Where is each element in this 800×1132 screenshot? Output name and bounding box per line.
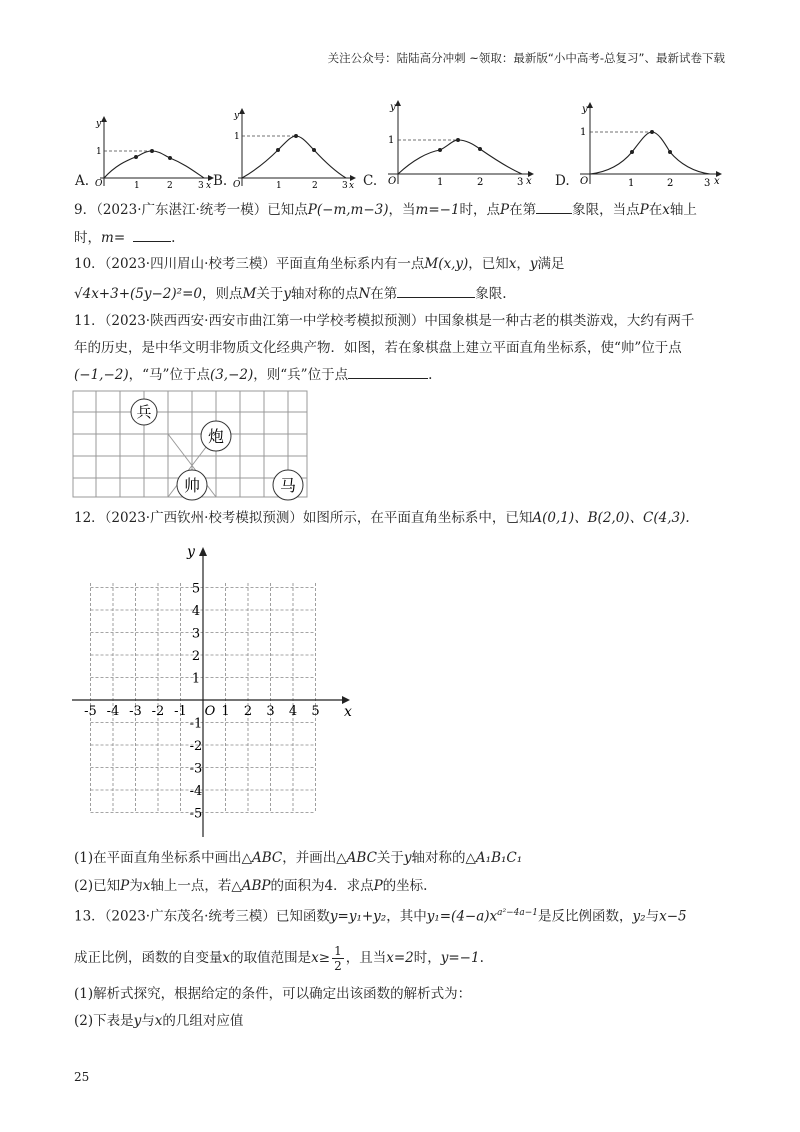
y-tick-label: -1 — [189, 716, 203, 732]
tick-label: 1 — [234, 132, 240, 142]
origin-label: O — [580, 176, 589, 187]
chess-piece-shuai — [177, 470, 207, 500]
q11-line3: (−1,−2)，“马”位于点(3,−2)，则“兵”位于点 . — [74, 364, 432, 385]
origin-label: O — [204, 704, 216, 719]
q13-line1: 13．（2023·广东茂名·统考三模）已知函数y=y₁+y₂，其中$y_1=(4-a)x^{a^2-4a-1}$是反比例函数，y₂与x−5 — [74, 908, 687, 925]
origin-label: O — [233, 180, 241, 190]
fraction: $\frac{1}{2}$ — [334, 944, 342, 973]
tick-label: 1 — [276, 181, 282, 190]
answer-blank[interactable] — [397, 283, 475, 298]
chess-piece-pao — [201, 421, 231, 451]
origin-label: O — [95, 179, 103, 189]
x-tick-label: -5 — [84, 704, 97, 719]
x-axis-label: x — [206, 181, 212, 191]
chess-piece-bing — [131, 399, 157, 425]
answer-blank[interactable] — [536, 199, 572, 214]
q10-line1: 10．（2023·四川眉山·校考三模）平面直角坐标系内有一点M(x,y)，已知x，y满足 — [74, 256, 565, 272]
x-tick-label: 5 — [311, 704, 320, 719]
tick-label: 2 — [167, 181, 173, 191]
x-tick-label: -1 — [174, 704, 187, 719]
x-axis-label: x — [344, 704, 352, 720]
y-axis-label: y — [234, 111, 240, 121]
x-axis-label: x — [349, 181, 355, 190]
y-tick-label: -3 — [189, 761, 203, 777]
option-a-label: A. — [75, 173, 90, 189]
q10-line2: √4x+3+(5y−2)²=0，则点M关于y轴对称的点N在第 象限. — [74, 283, 507, 304]
y-axis-label: y — [582, 104, 588, 115]
x-tick-label: 4 — [288, 704, 298, 719]
chess-piece-ma — [273, 470, 303, 500]
y-tick-label: -5 — [189, 806, 203, 822]
x-tick-label: 3 — [266, 704, 275, 719]
tick-label: 1 — [580, 127, 587, 138]
tick-label: 1 — [96, 147, 102, 157]
page-header: 关注公众号：陆陆高分冲刺 ~领取：最新版“小中高考-总复习”、最新试卷下载 — [327, 51, 725, 65]
q12-sub2: (2)已知P为x轴上一点，若△ABP的面积为4．求点P的坐标. — [74, 878, 428, 894]
option-d-graph — [570, 100, 730, 188]
chess-board — [72, 390, 312, 502]
q13-sub1: (1)解析式探究，根据给定的条件，可以确定出该函数的解析式为： — [74, 986, 472, 1002]
option-b-label: B. — [213, 173, 228, 189]
tick-label: 3 — [517, 177, 524, 188]
option-a-graph — [90, 116, 215, 191]
x-tick-label: -2 — [151, 704, 165, 719]
tick-label: 1 — [134, 181, 140, 191]
x-tick-label: -4 — [106, 704, 120, 719]
tick-label: 1 — [437, 177, 444, 188]
q12-sub1: (1)在平面直角坐标系中画出△ABC，并画出△ABC关于y轴对称的△A₁B₁C₁ — [74, 850, 523, 866]
option-c-graph — [378, 98, 538, 188]
tick-label: 2 — [477, 177, 484, 188]
q9-line2: 时，m= . — [74, 227, 175, 248]
coordinate-grid — [70, 540, 360, 840]
x-tick-label: 1 — [221, 704, 230, 719]
x-tick-label: -3 — [129, 704, 142, 719]
tick-label: 3 — [198, 181, 204, 191]
q11-line2: 年的历史，是中华文明非物质文化经典产物．如图，若在象棋盘上建立平面直角坐标系，使“帅”位于点 — [74, 340, 682, 356]
page-number: 25 — [74, 1070, 90, 1084]
x-axis-label: x — [526, 176, 532, 187]
x-axis-label: x — [714, 176, 720, 187]
origin-label: O — [388, 176, 397, 187]
y-tick-label: 5 — [191, 581, 201, 597]
y-tick-label: 2 — [191, 649, 201, 664]
option-b-graph — [228, 108, 358, 190]
tick-label: 1 — [628, 178, 635, 188]
option-c-label: C. — [363, 173, 378, 189]
y-axis-arrow — [199, 547, 207, 556]
svg-text:兵: 兵 — [136, 403, 152, 421]
svg-text:马: 马 — [279, 476, 297, 495]
y-axis-label: y — [390, 102, 396, 113]
q13-line2: 成正比例，函数的自变量x的取值范围是x≥ $\frac{1}{2}$ ，且当x=2时，y=−1. — [74, 944, 484, 973]
y-axis-label: y — [187, 544, 195, 560]
tick-label: 2 — [312, 181, 318, 190]
svg-text:炮: 炮 — [207, 427, 225, 446]
y-tick-label: -4 — [189, 784, 203, 799]
tick-label: 3 — [704, 178, 711, 188]
x-tick-label: 2 — [243, 704, 253, 719]
q9-line1: 9．（2023·广东湛江·统考一模）已知点P(−m,m−3)，当m=−1时，点P在第 象限，当点P在x轴上 — [74, 199, 697, 220]
option-d-label: D. — [555, 173, 570, 189]
q13-sub2: (2)下表是y与x的几组对应值 — [74, 1013, 244, 1029]
tick-label: 1 — [388, 135, 395, 146]
q12-line1: 12．（2023·广西钦州·校考模拟预测）如图所示，在平面直角坐标系中，已知A(0,1)、B(2,0)、C(4,3). — [74, 510, 690, 526]
answer-blank[interactable] — [133, 227, 171, 242]
y-tick-label: 4 — [191, 604, 201, 619]
svg-text:帅: 帅 — [183, 476, 201, 495]
answer-blank[interactable] — [348, 364, 428, 379]
y-tick-label: 3 — [191, 626, 201, 642]
y-tick-label: -2 — [189, 739, 203, 754]
tick-label: 2 — [667, 178, 674, 188]
y-tick-label: 1 — [191, 671, 201, 687]
q11-line1: 11．（2023·陕西西安·西安市曲江第一中学校考模拟预测）中国象棋是一种古老的棋类游戏，大约有两千 — [74, 313, 695, 329]
tick-label: 3 — [342, 181, 348, 190]
y-axis-label: y — [96, 119, 102, 129]
x-axis-arrow — [342, 696, 350, 704]
